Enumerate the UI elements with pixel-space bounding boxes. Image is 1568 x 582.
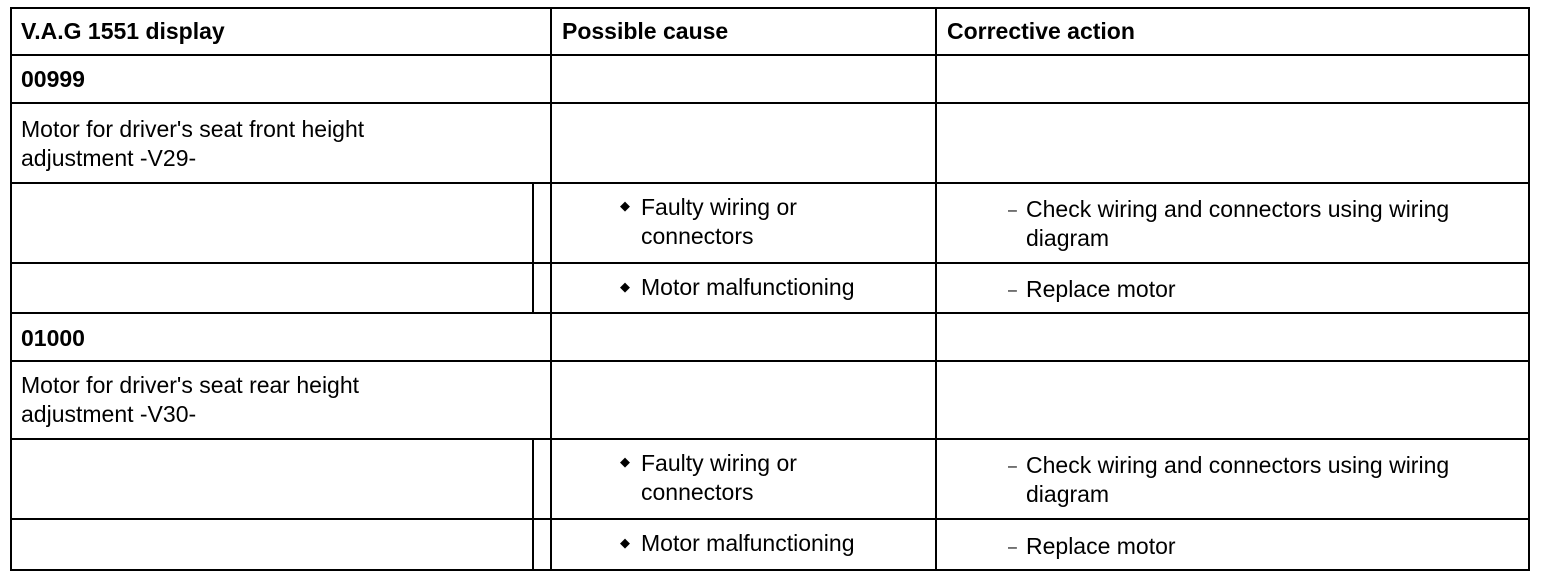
bullet-icon: ◆ [620, 198, 630, 213]
dash-icon: – [1008, 202, 1017, 219]
dash-icon: – [1008, 458, 1017, 475]
header-possible-cause: Possible cause [562, 18, 729, 44]
corrective-action: Replace motor [1026, 533, 1176, 559]
column-divider [550, 7, 552, 571]
possible-cause: Motor malfunctioning [641, 530, 855, 556]
row-divider [10, 360, 1530, 362]
bullet-icon: ◆ [620, 535, 630, 550]
bullet-icon: ◆ [620, 454, 630, 469]
corrective-action: Replace motor [1026, 276, 1176, 302]
column-divider [935, 7, 937, 571]
possible-cause: Faulty wiring or connectors [641, 450, 797, 505]
possible-cause: Motor malfunctioning [641, 274, 855, 300]
row-divider [10, 54, 1530, 56]
corrective-action: Check wiring and connectors using wiring diagram [1026, 452, 1450, 507]
column-subdivider [532, 438, 534, 570]
fault-code-table [10, 7, 1528, 571]
header-display: V.A.G 1551 display [21, 18, 225, 44]
row-divider [10, 312, 1530, 314]
table-border-top [10, 7, 1530, 9]
fault-code: 00999 [21, 66, 85, 92]
component-name: Motor for driver's seat rear height adjustment -V30- [21, 372, 360, 427]
row-divider [10, 182, 1530, 184]
row-divider [10, 518, 1530, 520]
row-divider [10, 262, 1530, 264]
dash-icon: – [1008, 539, 1017, 556]
dash-icon: – [1008, 282, 1017, 299]
component-name: Motor for driver's seat front height adjustment -V29- [21, 116, 365, 171]
table-border-bottom [10, 569, 1530, 571]
corrective-action: Check wiring and connectors using wiring diagram [1026, 196, 1450, 251]
header-corrective-action: Corrective action [947, 18, 1135, 44]
table-border-left [10, 7, 12, 571]
row-divider [10, 438, 1530, 440]
possible-cause: Faulty wiring or connectors [641, 194, 797, 249]
column-subdivider [532, 182, 534, 313]
fault-code: 01000 [21, 325, 85, 351]
bullet-icon: ◆ [620, 279, 630, 294]
table-border-right [1528, 7, 1530, 571]
row-divider [10, 102, 1530, 104]
